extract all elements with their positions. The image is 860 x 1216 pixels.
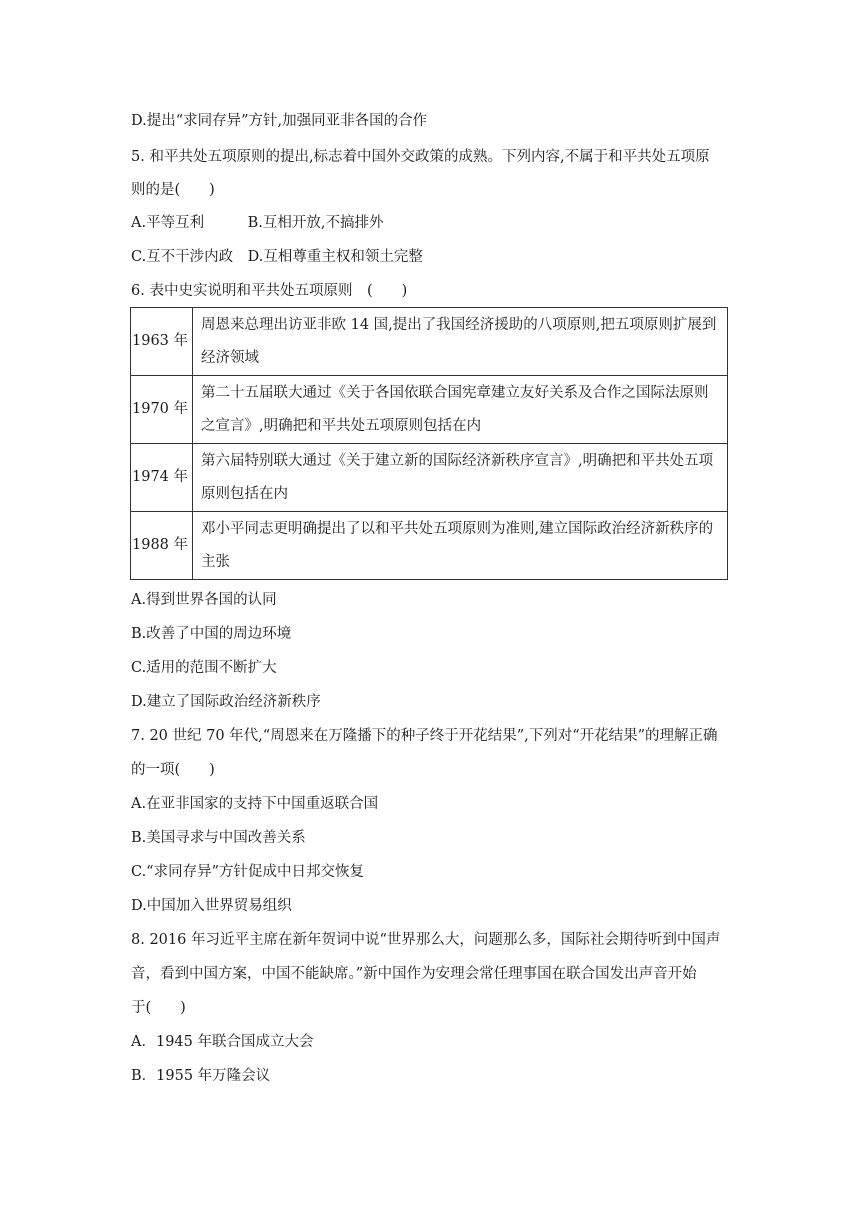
- table-cell-event: 第六届特别联大通过《关于建立新的国际经济新秩序宣言》,明确把和平共处五项原则包括在内: [193, 444, 728, 512]
- question-8-stem-line-3: 于( ): [131, 1000, 186, 1016]
- table-cell-year: 1970 年: [131, 376, 193, 444]
- history-table: [130, 307, 728, 580]
- question-7-option-d: D.中国加入世界贸易组织: [131, 898, 292, 914]
- table-row: [131, 376, 728, 444]
- question-6-option-b: B.改善了中国的周边环境: [131, 626, 292, 642]
- question-6-option-a: A.得到世界各国的认同: [131, 592, 277, 608]
- question-6-stem: 6. 表中史实说明和平共处五项原则 ( ): [131, 283, 408, 299]
- table-row: [131, 512, 728, 580]
- question-7-option-b: B.美国寻求与中国改善关系: [131, 830, 306, 846]
- question-7-option-a: A.在亚非国家的支持下中国重返联合国: [131, 796, 379, 812]
- question-5-stem-line-2: 则的是( ): [131, 182, 215, 198]
- question-4-option-d: D.提出“求同存异”方针,加强同亚非各国的合作: [131, 113, 428, 129]
- question-7-stem-line-1: 7. 20 世纪 70 年代,“周恩来在万隆播下的种子终于开花结果”,下列对“开花结果”的理解正确: [131, 728, 718, 744]
- table-cell-event: 第二十五届联大通过《关于各国依联合国宪章建立友好关系及合作之国际法原则之宣言》,明确把和平共处五项原则包括在内: [193, 376, 728, 444]
- table-row: [131, 444, 728, 512]
- table-cell-event: 周恩来总理出访亚非欧 14 国,提出了我国经济援助的八项原则,把五项原则扩展到经济领域: [193, 308, 728, 376]
- table-cell-event: 邓小平同志更明确提出了以和平共处五项原则为准则,建立国际政治经济新秩序的主张: [193, 512, 728, 580]
- question-8-option-a: A．1945 年联合国成立大会: [131, 1034, 314, 1050]
- table-cell-year: 1963 年: [131, 308, 193, 376]
- question-6-option-c: C.适用的范围不断扩大: [131, 660, 277, 676]
- question-8-stem-line-1: 8. 2016 年习近平主席在新年贺词中说“世界那么大，问题那么多，国际社会期待听到中国声: [131, 932, 721, 948]
- question-7-stem-line-2: 的一项( ): [131, 762, 215, 778]
- question-8-stem-line-2: 音，看到中国方案，中国不能缺席。”新中国作为安理会常任理事国在联合国发出声音开始: [131, 966, 697, 982]
- table-cell-year: 1974 年: [131, 444, 193, 512]
- question-6-option-d: D.建立了国际政治经济新秩序: [131, 694, 321, 710]
- table-row: [131, 308, 728, 376]
- question-5-options-cd: C.互不干涉内政 D.互相尊重主权和领土完整: [131, 249, 423, 265]
- question-5-stem-line-1: 5. 和平共处五项原则的提出,标志着中国外交政策的成熟。下列内容,不属于和平共处五项原: [131, 149, 710, 165]
- question-7-option-c: C.“求同存异”方针促成中日邦交恢复: [131, 864, 365, 880]
- question-5-options-ab: A.平等互利 B.互相开放,不搞排外: [131, 215, 384, 231]
- table-cell-year: 1988 年: [131, 512, 193, 580]
- question-8-option-b: B．1955 年万隆会议: [131, 1068, 271, 1084]
